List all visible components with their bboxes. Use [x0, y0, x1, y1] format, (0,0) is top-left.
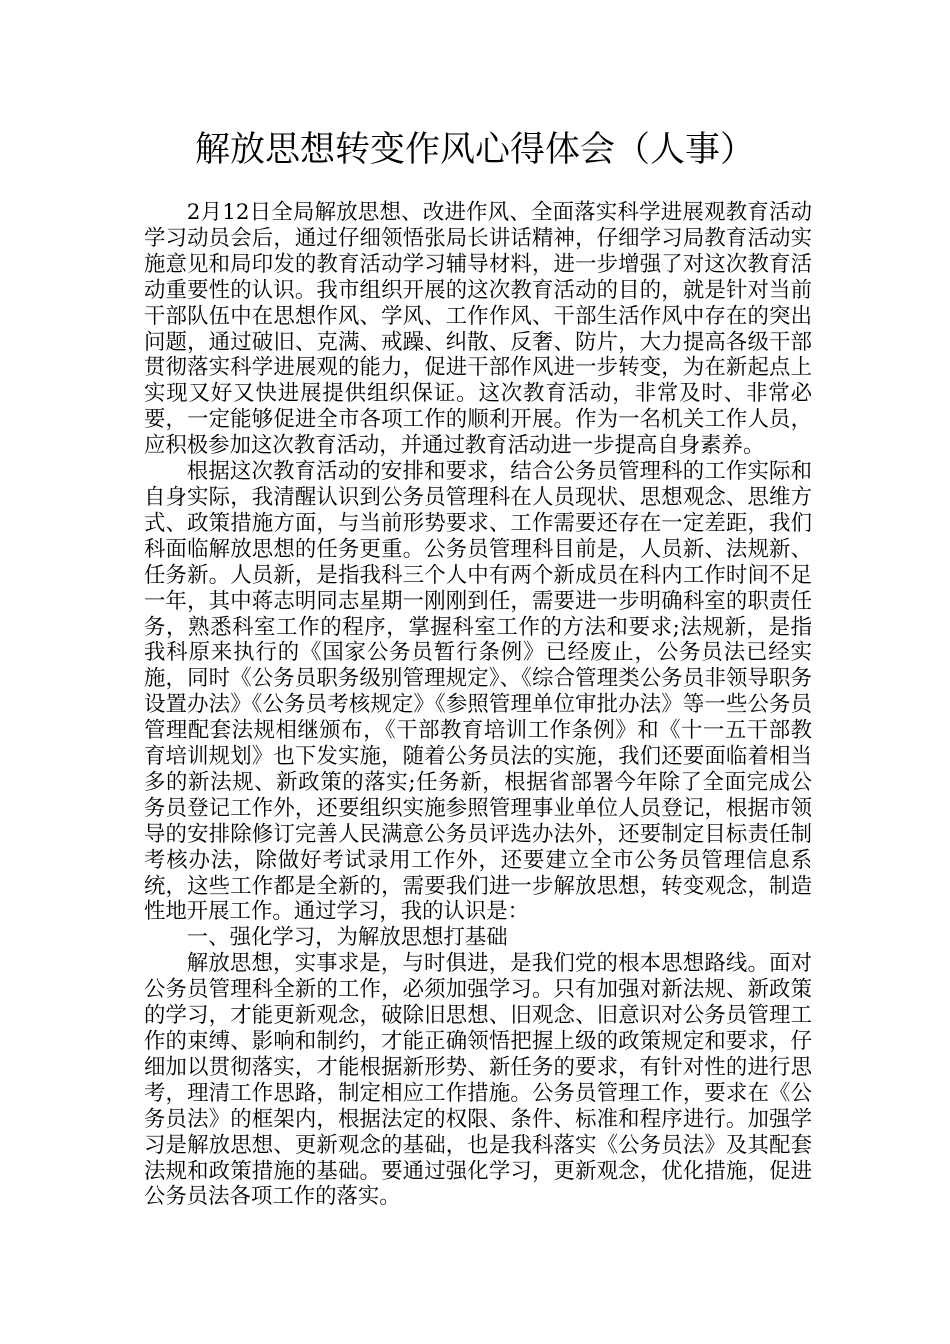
- paragraph-context: 根据这次教育活动的安排和要求，结合公务员管理科的工作实际和自身实际，我清醒认识到公务员管理科在人员现状、思想观念、思维方式、政策措施方面，与当前形势要求、工作需要还存在一定差距，我们科面临解放思想的任务更重。公务员管理科目前是，人员新、法规新、任务新。人员新，是指我科三个人中有两个新成员在科内工作时间不足一年，其中蒋志明同志星期一刚刚到任，需要进一步明确科室的职责任务，熟悉科室工作的程序，掌握科室工作的方法和要求;法规新，是指我科原来执行的《国家公务员暂行条例》已经废止，公务员法已经实施，同时《公务员职务级别管理规定》、《综合管理类公务员非领导职务设置办法》《公务员考核规定》《参照管理单位审批办法》等一些公务员管理配套法规相继颁布，《干部教育培训工作条例》和《十一五干部教育培训规划》也下发实施，随着公务员法的实施，我们还要面临着相当多的新法规、新政策的落实;任务新，根据省部署今年除了全面完成公务员登记工作外，还要组织实施参照管理事业单位人员登记，根据市领导的安排除修订完善人民满意公务员评选办法外，还要制定目标责任制考核办法，除做好考试录用工作外，还要建立全市公务员管理信息系统，这些工作都是全新的，需要我们进一步解放思想，转变观念，制造性地开展工作。通过学习，我的认识是：: [144, 459, 812, 925]
- document-title: 解放思想转变作风心得体会（人事）: [194, 130, 755, 170]
- paragraph-section-1: 解放思想，实事求是，与时俱进，是我们党的根本思想路线。面对公务员管理科全新的工作，必须加强学习。只有加强对新法规、新政策的学习，才能更新观念，破除旧思想、旧观念、旧意识对公务员管理工作的束缚、影响和制约，才能正确领悟把握上级的政策规定和要求，仔细加以贯彻落实，才能根据新形势、新任务的要求，有针对性的进行思考，理清工作思路，制定相应工作措施。公务员管理工作，要求在《公务员法》的框架内，根据法定的权限、条件、标准和程序进行。加强学习是解放思想、更新观念的基础，也是我科落实《公务员法》及其配套法规和政策措施的基础。要通过强化学习，更新观念，优化措施，促进公务员法各项工作的落实。: [144, 951, 812, 1210]
- paragraph-intro: 2月12日全局解放思想、改进作风、全面落实科学进展观教育活动学习动员会后，通过仔细领悟张局长讲话精神，仔细学习局教育活动实施意见和局印发的教育活动学习辅导材料，进一步增强了对这次教育活动重要性的认识。我市组织开展的这次教育活动的目的，就是针对当前干部队伍中在思想作风、学风、工作作风、干部生活作风中存在的突出问题，通过破旧、克满、戒躁、纠散、反奢、防片，大力提高各级干部贯彻落实科学进展观的能力，促进干部作风进一步转变，为在新起点上实现又好又快进展提供组织保证。这次教育活动，非常及时、非常必要，一定能够促进全市各项工作的顺利开展。作为一名机关工作人员，应积极参加这次教育活动，并通过教育活动进一步提高自身素养。: [144, 200, 812, 459]
- document-body: [144, 200, 812, 1210]
- section-heading-1: 一、强化学习，为解放思想打基础: [186, 925, 508, 951]
